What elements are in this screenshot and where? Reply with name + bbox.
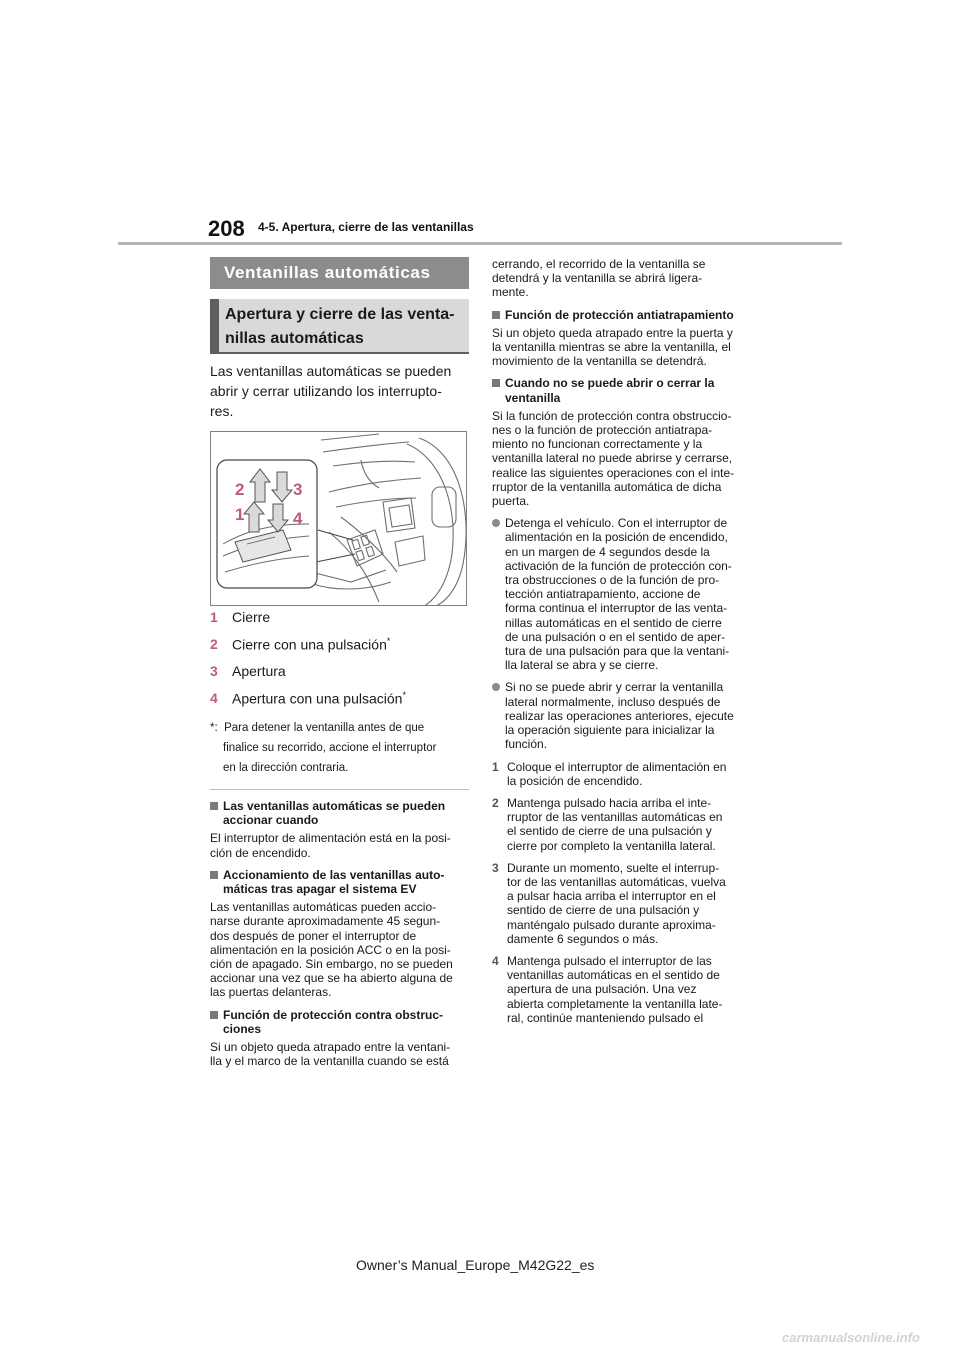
text-line: detendrá y la ventanilla se abrirá ligera- (492, 271, 703, 286)
text-line: El interruptor de alimentación está en la posi- (210, 831, 451, 846)
watermark: carmanualsonline.info (782, 1330, 920, 1345)
text-line: activación de la función de protección con- (505, 558, 732, 573)
text-line: tor de las ventanillas automáticas, vuelva (507, 874, 726, 889)
legend-number: 4 (210, 690, 218, 706)
text-line: la ventanilla mientras se abre la ventanilla, el (492, 340, 731, 355)
text-line: Cuando no se puede abrir o cerrar la (505, 376, 715, 391)
text-line: Las ventanillas automáticas pueden accio- (210, 900, 437, 915)
footnote-line: finalice su recorrido, accione el interruptor (223, 742, 437, 754)
text-line: accionar cuando (223, 813, 319, 828)
footnote-marker: * (402, 690, 406, 700)
text-line: apertura de una pulsación. Una vez (507, 982, 697, 997)
text-line: ciones (223, 1021, 262, 1036)
text-line: la operación siguiente para inicializar la (505, 723, 715, 738)
window-switch-drawing (211, 432, 467, 606)
text-line: ventanillas automáticas en el sentido de (507, 968, 720, 983)
text-line: narse durante aproximadamente 45 segun- (210, 914, 441, 929)
text-line: alimentación en la posición de encendido, (505, 530, 728, 545)
intro-paragraph (210, 361, 472, 421)
left-column-text (210, 799, 472, 1076)
text-line: Durante un momento, suelte el interrup- (507, 860, 720, 875)
legend-number: 3 (210, 663, 218, 679)
intro-line: abrir y cerrar utilizando los interrupto- (210, 383, 442, 399)
text-line: las puertas delanteras. (210, 985, 332, 1000)
text-line: máticas tras apagar el sistema EV (223, 882, 417, 897)
paragraph (210, 900, 472, 999)
paragraph (210, 831, 472, 859)
footnote-marker: * (386, 636, 391, 646)
power-window-switch-illustration (210, 431, 467, 606)
subheading (210, 1008, 472, 1036)
text-line: tra obstrucciones o de la función de pro- (505, 573, 720, 588)
text-line: damente 6 segundos o más. (507, 931, 659, 946)
intro-line: res. (210, 403, 234, 419)
text-line: ventanilla lateral no puede abrirse y cerrarse, (492, 451, 733, 466)
bullet-item (492, 516, 754, 672)
text-line: de una pulsación o en el sentido de aper- (505, 629, 726, 644)
step-number: 3 (492, 860, 499, 875)
text-line: ción de encendido. (210, 845, 311, 860)
text-line: Accionamiento de las ventanillas auto- (223, 867, 445, 882)
text-line: rruptor de la ventanilla automática de dicha (492, 479, 722, 494)
paragraph (492, 257, 754, 300)
subheading (492, 376, 754, 404)
text-line: lla lateral se abra y se cierre. (505, 658, 659, 673)
text-line: la posición de encendido. (507, 773, 643, 788)
paragraph (492, 409, 754, 508)
text-line: Si un objeto queda atrapado entre la puerta y (492, 325, 733, 340)
legend-text: Apertura con una pulsación (232, 690, 403, 707)
text-line: Si la función de protección contra obstruccio- (492, 408, 732, 423)
text-line: Si un objeto queda atrapado entre la ventani- (210, 1040, 451, 1055)
text-line: Las ventanillas automáticas se pueden (223, 799, 446, 813)
subsection-title-line: Apertura y cierre de las venta- (225, 306, 455, 323)
text-line: sentido de cierre de una pulsación y (507, 903, 700, 918)
subsection-title (210, 299, 469, 354)
paragraph (210, 1040, 472, 1068)
text-line: realizar las operaciones anteriores, ejecute (505, 708, 734, 723)
text-line: abierta completamente la ventanilla late- (507, 996, 723, 1011)
step-number: 2 (492, 795, 499, 810)
numbered-step (492, 796, 754, 853)
text-line: Coloque el interruptor de alimentación en (507, 759, 727, 774)
page-number: 208 (208, 216, 245, 241)
text-line: Función de protección antiatrapamiento (505, 307, 734, 322)
text-line: ventanilla (505, 390, 561, 405)
text-line: cerrando, el recorrido de la ventanilla se (492, 257, 706, 271)
text-line: puerta. (492, 494, 530, 509)
text-line: lateral normalmente, incluso después de (505, 694, 721, 709)
text-line: accionar una vez que se ha abierto alguna de (210, 971, 453, 986)
text-line: dos después de poner el interruptor de (210, 928, 417, 943)
text-line: ción de apagado. Sin embargo, no se pueden (210, 957, 453, 972)
legend-text: Cierre (232, 609, 271, 625)
paragraph (492, 326, 754, 369)
callout-3: 3 (293, 480, 303, 499)
callout-1: 1 (235, 505, 245, 524)
callout-4: 4 (293, 509, 303, 528)
text-line: el sentido de cierre de una pulsación y (507, 824, 712, 839)
text-line: cierre por completo la ventanilla lateral. (507, 838, 716, 853)
steering-wheel (419, 438, 466, 606)
footnote (210, 718, 472, 778)
legend-text: Cierre con una pulsación (232, 636, 387, 653)
running-header: 4-5. Apertura, cierre de las ventanillas (258, 220, 474, 234)
text-line: tura de una pulsación para que la ventani- (505, 644, 730, 659)
subheading (210, 799, 472, 827)
subsection-title-line: nillas automáticas (225, 330, 364, 347)
text-line: nes o la función de protección antiatrapa- (492, 423, 713, 438)
footnote-line: en la dirección contraria. (223, 762, 349, 774)
text-line: en un margen de 4 segundos desde la (505, 544, 710, 559)
legend-number: 1 (210, 609, 218, 625)
footnote-marker: *: (210, 722, 218, 734)
text-line: Mantenga pulsado hacia arriba el inte- (507, 795, 712, 810)
text-line: a pulsar hacia arriba el interruptor en el (507, 889, 716, 904)
text-line: rruptor de las ventanillas automáticas en (507, 810, 723, 825)
intro-line: Las ventanillas automáticas se pueden (210, 363, 452, 379)
numbered-step (492, 861, 754, 946)
footnote-line: Para detener la ventanilla antes de que (224, 722, 425, 734)
text-line: miento no funcionan correctamente y la (492, 437, 703, 452)
subheading (210, 868, 472, 896)
text-line: Detenga el vehículo. Con el interruptor de (505, 516, 728, 531)
text-line: Función de protección contra obstruc- (223, 1007, 444, 1022)
text-line: tección antiatrapamiento, accione de (505, 587, 701, 602)
step-number: 4 (492, 953, 499, 968)
text-line: mente. (492, 285, 529, 300)
text-line: movimiento de la ventanilla se detendrá. (492, 354, 707, 369)
text-line: forma continua el interruptor de las venta- (505, 601, 728, 616)
legend-text: Apertura (232, 663, 286, 679)
footer-doc-id: Owner’s Manual_Europe_M42G22_es (356, 1257, 595, 1273)
text-line: Mantenga pulsado el interruptor de las (507, 953, 712, 968)
text-line: manténgalo pulsado durante aproxima- (507, 917, 716, 932)
step-number: 1 (492, 759, 499, 774)
text-line: realice las siguientes operaciones con el inte- (492, 465, 735, 480)
numbered-step (492, 954, 754, 1025)
text-line: lla y el marco de la ventanilla cuando se está (210, 1054, 449, 1069)
bullet-item (492, 680, 754, 751)
legend-number: 2 (210, 636, 218, 652)
text-line: nillas automáticas en el sentido de cierre (505, 615, 722, 630)
section-title: Ventanillas automáticas (210, 257, 469, 289)
text-line: ral, continúe manteniendo pulsado el (507, 1010, 704, 1025)
subheading (492, 308, 754, 322)
header-divider (118, 242, 842, 245)
text-line: alimentación en la posición ACC o en la posi- (210, 942, 451, 957)
text-line: Si no se puede abrir y cerrar la ventanilla (505, 680, 724, 695)
callout-2: 2 (235, 480, 245, 499)
text-line: función. (505, 737, 548, 752)
right-column-text (492, 257, 754, 1033)
footnote-divider (210, 789, 469, 790)
numbered-step (492, 760, 754, 788)
